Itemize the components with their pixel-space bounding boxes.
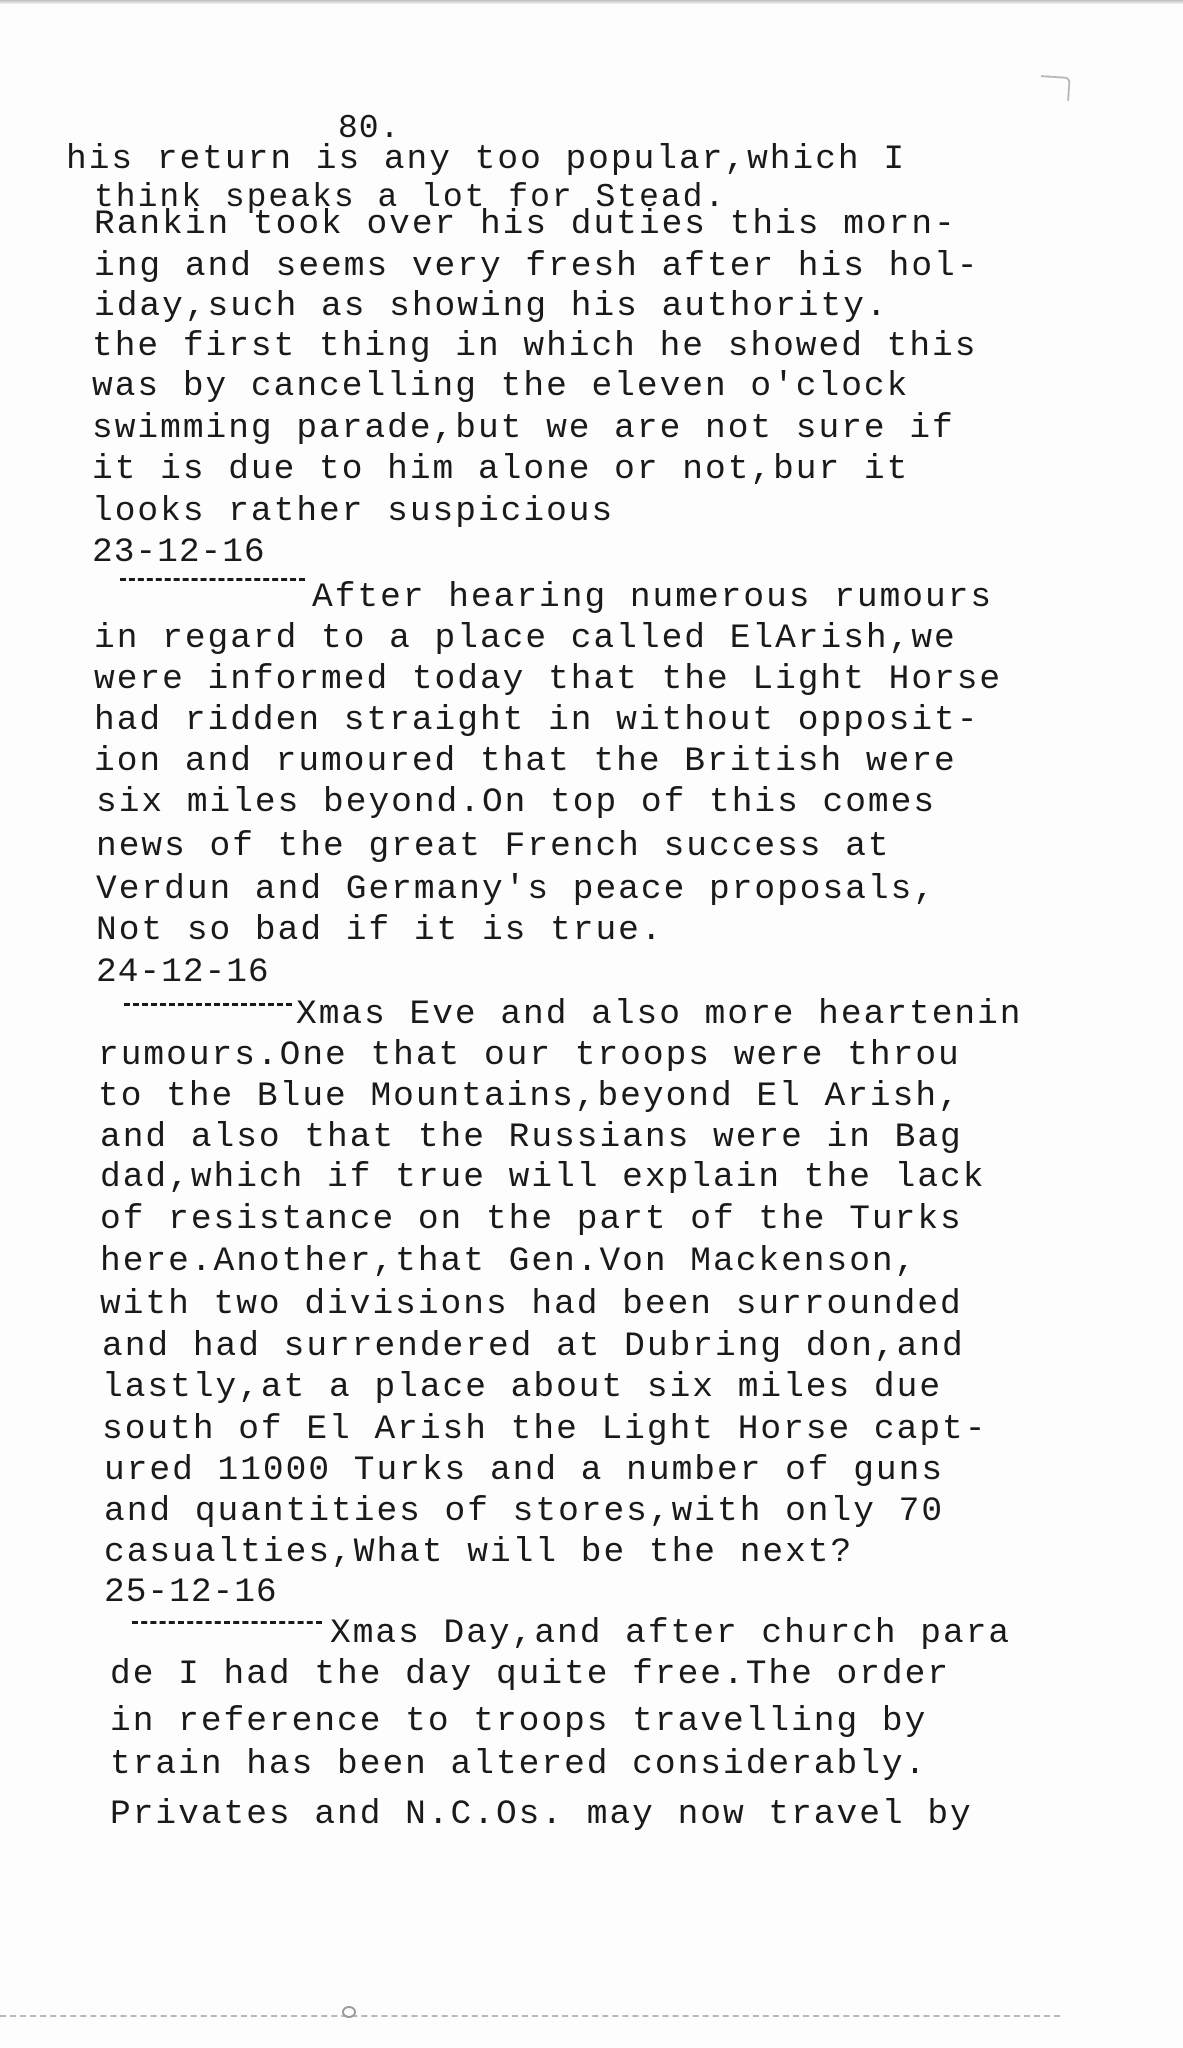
text-line: was by cancelling the eleven o'clock bbox=[92, 367, 910, 406]
text-line: Privates and N.C.Os. may now travel by bbox=[110, 1795, 973, 1834]
date-underline bbox=[120, 578, 305, 581]
text-line: the first thing in which he showed this bbox=[92, 327, 978, 366]
text-line: Xmas Day,and after church para bbox=[330, 1614, 1012, 1653]
diary-date: 24-12-16 bbox=[96, 953, 270, 992]
text-line: were informed today that the Light Horse bbox=[94, 660, 1003, 699]
diary-date: 25-12-16 bbox=[104, 1573, 278, 1612]
text-line: think speaks a lot for Stead. bbox=[94, 179, 727, 216]
text-line: ion and rumoured that the British were bbox=[94, 742, 957, 781]
paper-mark bbox=[342, 2006, 356, 2018]
text-line: After hearing numerous rumours bbox=[312, 578, 994, 617]
page-number: 80. bbox=[338, 110, 401, 147]
text-line: to the Blue Mountains,beyond El Arish, bbox=[98, 1077, 961, 1116]
text-line: Xmas Eve and also more heartenin bbox=[296, 995, 1023, 1034]
text-line: and had surrendered at Dubring don,and bbox=[102, 1327, 965, 1366]
text-line: Not so bad if it is true. bbox=[96, 911, 664, 950]
text-line: ured 11000 Turks and a number of guns bbox=[104, 1451, 945, 1490]
text-line: had ridden straight in without opposit- bbox=[94, 701, 980, 740]
text-line: and quantities of stores,with only 70 bbox=[104, 1492, 945, 1531]
text-line: south of El Arish the Light Horse capt- bbox=[102, 1410, 988, 1449]
text-line: of resistance on the part of the Turks bbox=[100, 1200, 963, 1239]
date-underline bbox=[132, 1621, 322, 1624]
text-line: in regard to a place called ElArish,we bbox=[94, 619, 957, 658]
date-underline bbox=[124, 1003, 292, 1006]
text-line: dad,which if true will explain the lack bbox=[100, 1158, 986, 1197]
text-line: in reference to troops travelling by bbox=[110, 1702, 928, 1741]
text-line: it is due to him alone or not,bur it bbox=[92, 450, 910, 489]
text-line: Verdun and Germany's peace proposals, bbox=[96, 870, 937, 909]
paper-bottom-rule bbox=[0, 2015, 1060, 2017]
text-line: news of the great French success at bbox=[96, 827, 891, 866]
text-line: Rankin took over his duties this morn- bbox=[94, 205, 957, 244]
diary-date: 23-12-16 bbox=[92, 533, 266, 572]
text-line: with two divisions had been surrounded bbox=[100, 1285, 963, 1324]
text-line: train has been altered considerably. bbox=[110, 1745, 928, 1784]
text-line: ing and seems very fresh after his hol- bbox=[94, 247, 980, 286]
text-line: here.Another,that Gen.Von Mackenson, bbox=[100, 1242, 918, 1281]
text-line: swimming parade,but we are not sure if bbox=[92, 409, 955, 448]
text-line: iday,such as showing his authority. bbox=[94, 287, 889, 326]
text-line: rumours.One that our troops were throu bbox=[98, 1036, 961, 1075]
text-line: lastly,at a place about six miles due bbox=[102, 1368, 943, 1407]
text-line: casualties,What will be the next? bbox=[104, 1533, 854, 1572]
text-line: six miles beyond.On top of this comes bbox=[96, 783, 937, 822]
text-line: de I had the day quite free.The order bbox=[110, 1655, 951, 1694]
text-line: and also that the Russians were in Bag bbox=[100, 1118, 963, 1157]
text-line: his return is any too popular,which I bbox=[66, 140, 907, 179]
text-line: looks rather suspicious bbox=[92, 492, 615, 531]
